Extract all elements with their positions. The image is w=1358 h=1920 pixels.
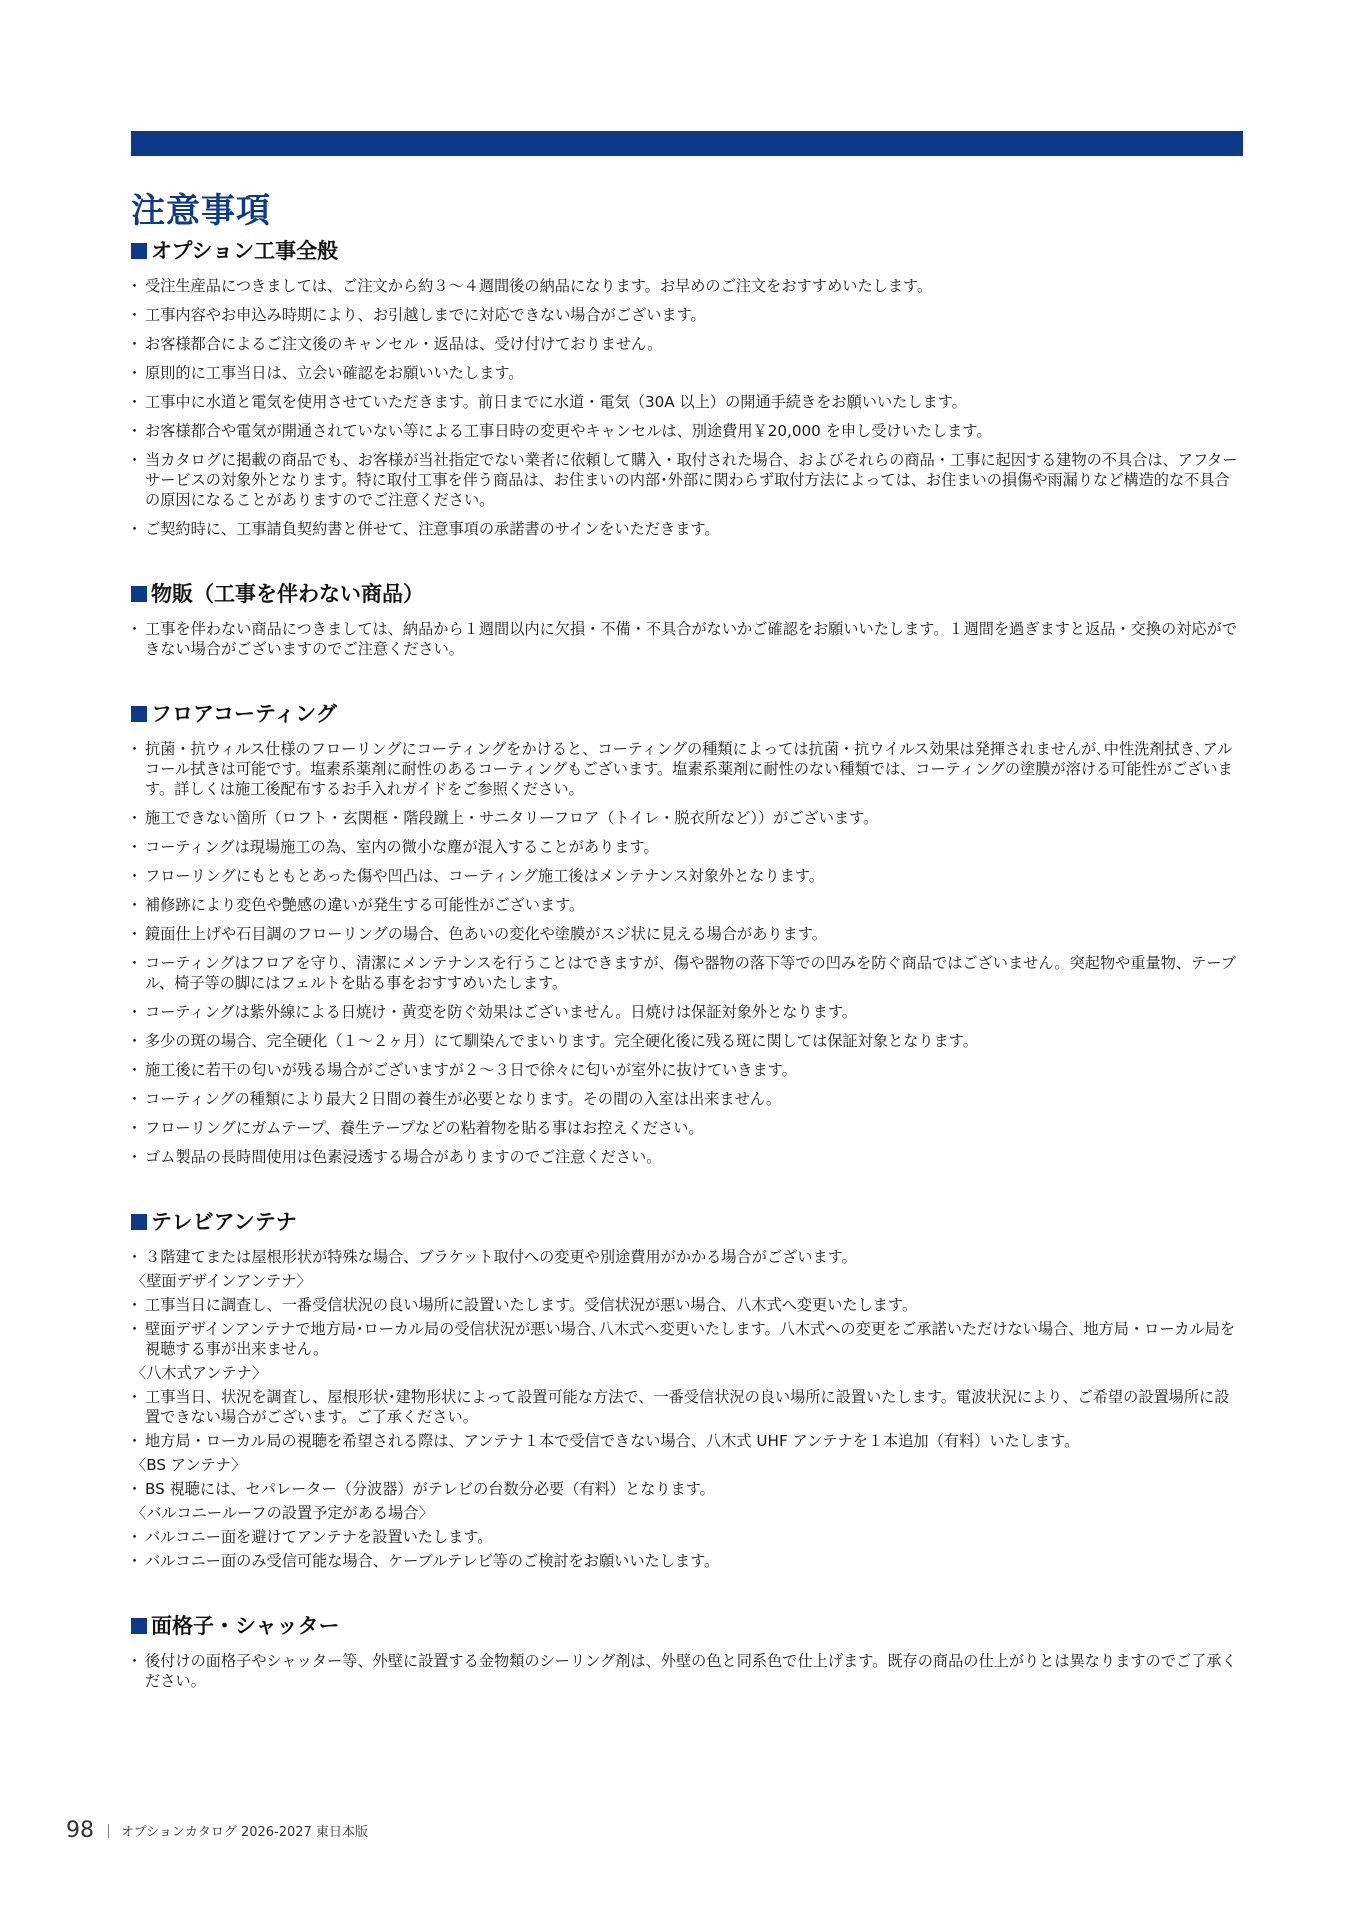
list-item: ・ 工事当日に調査し、一番受信状況の良い場所に設置いたします。受信状況が悪い場合、八木式へ変更いたします。 bbox=[131, 1295, 1243, 1315]
page-number: 98 bbox=[66, 1818, 94, 1843]
content bbox=[131, 236, 1243, 1731]
section-heading bbox=[131, 1611, 1243, 1641]
list-item: ・ 工事内容やお申込み時期により、お引越しまでに対応できない場合がございます。 bbox=[131, 305, 1243, 325]
square-bullet-icon bbox=[131, 586, 147, 602]
list-item: ・ バルコニー面のみ受信可能な場合、ケーブルテレビ等のご検討をお願いいたします。 bbox=[131, 1551, 1243, 1571]
list-item: ・ 鏡面仕上げや石目調のフローリングの場合、色あいの変化や塗膜がスジ状に見える場合があります。 bbox=[131, 924, 1243, 944]
list-item: ・ フローリングにガムテープ、養生テープなどの粘着物を貼る事はお控えください。 bbox=[131, 1118, 1243, 1138]
section-heading-text: フロアコーティング bbox=[151, 702, 337, 726]
page-title: 注意事項 bbox=[131, 190, 271, 231]
notice-list bbox=[131, 1527, 1243, 1571]
section-antenna bbox=[131, 1207, 1243, 1571]
list-item: ・ 地方局・ローカル局の視聴を希望される際は、アンテナ１本で受信できない場合、八木式 UHF アンテナを１本追加（有料）いたします。 bbox=[131, 1431, 1243, 1451]
section-heading-text: テレビアンテナ bbox=[151, 1210, 297, 1234]
section-heading bbox=[131, 236, 1243, 266]
notice-list bbox=[131, 276, 1243, 539]
section-heading-text: オプション工事全般 bbox=[151, 239, 339, 263]
list-item: ・ 工事を伴わない商品につきましては、納品から１週間以内に欠損・不備・不具合がないかご確認をお願いいたします。１週間を過ぎますと返品・交換の対応ができない場合がございますのでご注意ください。 bbox=[131, 619, 1243, 659]
list-item: ・ 抗菌・抗ウィルス仕様のフローリングにコーティングをかけると、コーティングの種類によっては抗菌・抗ウイルス効果は発揮されませんが､中性洗剤拭き､アルコール拭きは可能です。塩素系薬剤に耐性のあるコーティングもございます。塩素系薬剤に耐性のない種類では、コーティングの塗膜が溶ける可能性がございます。詳しくは施工後配布するお手入れガイドをご参照ください。 bbox=[131, 739, 1243, 799]
subsection-label: 〈バルコニールーフの設置予定がある場合〉 bbox=[131, 1504, 434, 1522]
subsection-label: 〈八木式アンテナ〉 bbox=[131, 1364, 268, 1382]
square-bullet-icon bbox=[131, 1214, 147, 1230]
section-heading bbox=[131, 699, 1243, 729]
list-item: ・ 工事当日、状況を調査し、屋根形状･建物形状によって設置可能な方法で、一番受信状況の良い場所に設置いたします。電波状況により、ご希望の設置場所に設置できない場合がございます。ご了承ください。 bbox=[131, 1387, 1243, 1427]
section-heading-text: 物販（工事を伴わない商品） bbox=[151, 582, 424, 606]
section-general bbox=[131, 236, 1243, 539]
square-bullet-icon bbox=[131, 1618, 147, 1634]
section-coating bbox=[131, 699, 1243, 1167]
list-item: ・ お客様都合や電気が開通されていない等による工事日時の変更やキャンセルは、別途費用￥20,000 を申し受けいたします。 bbox=[131, 421, 1243, 441]
list-item: ・ 受注生産品につきましては、ご注文から約３～４週間後の納品になります。お早めのご注文をおすすめいたします。 bbox=[131, 276, 1243, 296]
list-item: ・ コーティングはフロアを守り、清潔にメンテナンスを行うことはできますが、傷や器物の落下等での凹みを防ぐ商品ではございません。突起物や重量物、テーブル、椅子等の脚にはフェルトを貼る事をおすすめいたします。 bbox=[131, 953, 1243, 993]
notice-list bbox=[131, 1651, 1243, 1691]
list-item: ・ コーティングの種類により最大２日間の養生が必要となります。その間の入室は出来ません。 bbox=[131, 1089, 1243, 1109]
notice-list bbox=[131, 1247, 1243, 1267]
list-item: ・ 後付けの面格子やシャッター等、外壁に設置する金物類のシーリング剤は、外壁の色と同系色で仕上げます。既存の商品の仕上がりとは異なりますのでご了承ください。 bbox=[131, 1651, 1243, 1691]
list-item: ・ 工事中に水道と電気を使用させていただきます。前日までに水道・電気（30A 以上）の開通手続きをお願いいたします。 bbox=[131, 392, 1243, 412]
list-item: ・ 多少の斑の場合、完全硬化（１～２ヶ月）にて馴染んでまいります。完全硬化後に残る斑に関しては保証対象となります。 bbox=[131, 1031, 1243, 1051]
header-accent-bar bbox=[131, 131, 1243, 156]
list-item: ・ お客様都合によるご注文後のキャンセル・返品は、受け付けておりません。 bbox=[131, 334, 1243, 354]
notice-list bbox=[131, 1295, 1243, 1359]
list-item: ・ バルコニー面を避けてアンテナを設置いたします。 bbox=[131, 1527, 1243, 1547]
list-item: ・ コーティングは紫外線による日焼け・黄変を防ぐ効果はございません。日焼けは保証対象外となります。 bbox=[131, 1002, 1243, 1022]
list-item: ・ 当カタログに掲載の商品でも、お客様が当社指定でない業者に依頼して購入・取付された場合、およびそれらの商品・工事に起因する建物の不具合は、アフターサービスの対象外となります。特に取付工事を伴う商品は、お住まいの内部･外部に関わらず取付方法によっては、お住まいの損傷や雨漏りなど構造的な不具合の原因になることがありますのでご注意ください。 bbox=[131, 450, 1243, 510]
list-item: ・ 補修跡により変色や艶感の違いが発生する可能性がございます。 bbox=[131, 895, 1243, 915]
subsection-label: 〈壁面デザインアンテナ〉 bbox=[131, 1272, 312, 1290]
list-item: ・ ご契約時に、工事請負契約書と併せて、注意事項の承諾書のサインをいただきます。 bbox=[131, 519, 1243, 539]
list-item: ・ コーティングは現場施工の為、室内の微小な塵が混入することがあります。 bbox=[131, 837, 1243, 857]
notice-list bbox=[131, 619, 1243, 659]
section-heading-text: 面格子・シャッター bbox=[151, 1614, 340, 1638]
list-item: ・ ゴム製品の長時間使用は色素浸透する場合がありますのでご注意ください。 bbox=[131, 1147, 1243, 1167]
list-item: ・ 施工できない箇所（ロフト・玄関框・階段蹴上・サニタリーフロア（トイレ・脱衣所など））がございます。 bbox=[131, 808, 1243, 828]
page-footer bbox=[66, 1818, 368, 1843]
section-goods bbox=[131, 579, 1243, 659]
section-heading bbox=[131, 579, 1243, 609]
list-item: ・ BS 視聴には、セパレーター（分波器）がテレビの台数分必要（有料）となります。 bbox=[131, 1479, 1243, 1499]
list-item: ・ フローリングにもともとあった傷や凹凸は、コーティング施工後はメンテナンス対象外となります。 bbox=[131, 866, 1243, 886]
notice-list bbox=[131, 1387, 1243, 1451]
section-heading bbox=[131, 1207, 1243, 1237]
list-item: ・ 施工後に若干の匂いが残る場合がございますが２～３日で徐々に匂いが室外に抜けていきます。 bbox=[131, 1060, 1243, 1080]
catalog-name: オプションカタログ 2026-2027 東日本版 bbox=[121, 1825, 368, 1840]
footer-divider bbox=[108, 1824, 109, 1838]
list-item: ・ 原則的に工事当日は、立会い確認をお願いいたします。 bbox=[131, 363, 1243, 383]
square-bullet-icon bbox=[131, 706, 147, 722]
list-item: ・ ３階建てまたは屋根形状が特殊な場合、ブラケット取付への変更や別途費用がかかる場合がございます。 bbox=[131, 1247, 1243, 1267]
square-bullet-icon bbox=[131, 243, 147, 259]
section-shutter bbox=[131, 1611, 1243, 1691]
notice-list bbox=[131, 739, 1243, 1167]
notice-list bbox=[131, 1479, 1243, 1499]
list-item: ・ 壁面デザインアンテナで地方局･ローカル局の受信状況が悪い場合､八木式へ変更いたします。八木式への変更をご承諾いただけない場合、地方局・ローカル局を視聴する事が出来ません。 bbox=[131, 1319, 1243, 1359]
subsection-label: 〈BS アンテナ〉 bbox=[131, 1456, 247, 1474]
